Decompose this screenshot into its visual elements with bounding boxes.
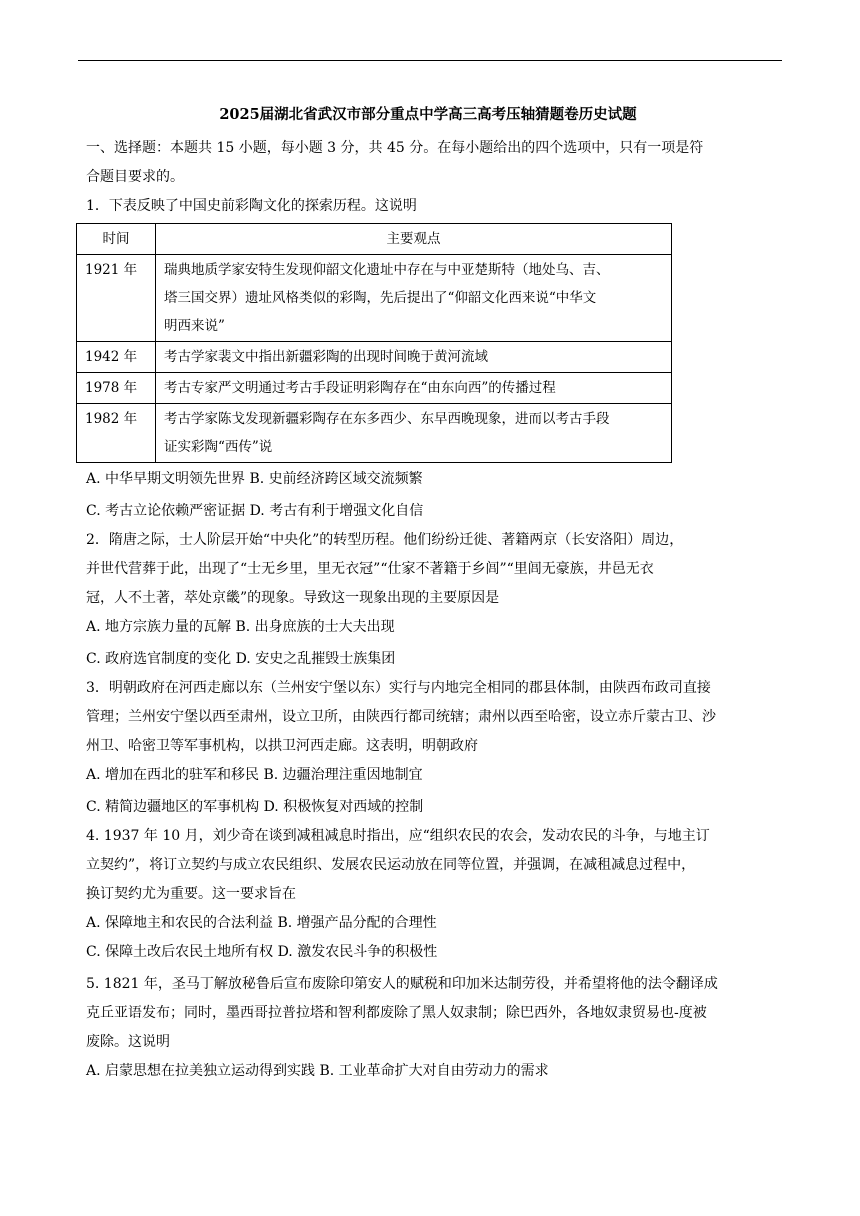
table-cell-text xyxy=(156,404,672,463)
answer-options-line: C. 保障土改后农民土地所有权 D. 激发农民斗争的积极性 xyxy=(86,944,438,960)
question-stem-line: 立契约”，将订立契约与成立农民组织、发展农民运动放在同等位置，并强调，在减租减息过程中， xyxy=(86,857,696,873)
table-cell-year: 1921 年 xyxy=(77,255,156,342)
question-stem-line: 州卫、哈密卫等军事机构，以拱卫河西走廊。这表明，明朝政府 xyxy=(86,738,478,754)
question-stem-line: 并世代营葬于此，出现了“士无乡里，里无衣冠”“仕家不著籍于乡闾”“里闾无豪族，井邑无衣 xyxy=(86,561,654,577)
question-stem-line: 冠，人不土著，萃处京畿”的现象。导致这一现象出现的主要原因是 xyxy=(86,590,500,606)
table-header-row xyxy=(77,224,672,255)
table-cell-line: 塔三国交界）遗址风格类似的彩陶，先后提出了“仰韶文化西来说“中华文 xyxy=(164,290,597,306)
table-header-time: 时间 xyxy=(77,224,156,255)
section-instructions-line-1: 一、选择题：本题共 15 小题，每小题 3 分，共 45 分。在每小题给出的四个选项中，只有一项是符 xyxy=(86,140,704,156)
answer-options-line: C. 政府选官制度的变化 D. 安史之乱摧毁士族集团 xyxy=(86,651,396,667)
section-instructions-line-2: 合题目要求的。 xyxy=(86,169,184,185)
table-header-viewpoint: 主要观点 xyxy=(156,224,672,255)
question-1 xyxy=(86,192,770,526)
question-stem-line: 3．明朝政府在河西走廊以东（兰州安宁堡以东）实行与内地完全相同的郡县体制，由陕西布政司直接 xyxy=(86,680,711,696)
table-cell-text xyxy=(156,255,672,342)
table-cell-text xyxy=(156,342,672,373)
page-title: 2025届湖北省武汉市部分重点中学高三高考压轴猜题卷历史试题 xyxy=(219,106,637,123)
table-cell-line: 考古学家裴文中指出新疆彩陶的出现时间晚于黄河流域 xyxy=(164,349,488,365)
question-stem-line: 废除。这说明 xyxy=(86,1034,170,1050)
answer-options-line: A. 中华早期文明领先世界 B. 史前经济跨区域交流频繁 xyxy=(86,471,423,487)
question-stem-line: 换订契约尤为重要。这一要求旨在 xyxy=(86,886,296,902)
question-4 xyxy=(86,822,770,967)
question-stem-line: 5. 1821 年，圣马丁解放秘鲁后宣布废除印第安人的赋税和印加米达制劳役，并希望将他的法令翻译成 xyxy=(86,976,718,992)
header-rule xyxy=(78,60,782,61)
question-stem-line: 4. 1937 年 10 月，刘少奇在谈到减租减息时指出，应“组织农民的农会，发动农民的斗争，与地主订 xyxy=(86,828,710,844)
table-row xyxy=(77,404,672,463)
answer-options-line: A. 启蒙思想在拉美独立运动得到实践 B. 工业革命扩大对自由劳动力的需求 xyxy=(86,1063,549,1079)
answer-options-line: A. 地方宗族力量的瓦解 B. 出身庶族的士大夫出现 xyxy=(86,619,395,635)
answer-options-line: A. 保障地主和农民的合法利益 B. 增强产品分配的合理性 xyxy=(86,915,437,931)
table-cell-line: 考古学家陈戈发现新疆彩陶存在东多西少、东早西晚现象，进而以考古手段 xyxy=(164,411,610,427)
table-row xyxy=(77,342,672,373)
question-2 xyxy=(86,526,770,674)
question-3 xyxy=(86,674,770,822)
table-cell-year: 1978 年 xyxy=(77,373,156,404)
table-cell-text xyxy=(156,373,672,404)
question-stem-line: 克丘亚语发布；同时，墨西哥拉普拉塔和智利都废除了黑人奴隶制；除巴西外，各地奴隶贸易也-度被 xyxy=(86,1005,707,1021)
table-cell-line: 证实彩陶“西传”说 xyxy=(164,439,273,455)
table-row xyxy=(77,255,672,342)
table-cell-year: 1942 年 xyxy=(77,342,156,373)
table-cell-year: 1982 年 xyxy=(77,404,156,463)
document-body xyxy=(86,100,770,1086)
question-stem-line: 2．隋唐之际，士人阶层开始“中央化”的转型历程。他们纷纷迁徙、著籍两京（长安洛阳）周边， xyxy=(86,532,684,548)
question-stem-line: 管理；兰州安宁堡以西至肃州，设立卫所，由陕西行都司统辖；肃州以西至哈密，设立赤斤蒙古卫、沙 xyxy=(86,709,716,725)
table-cell-line: 明西来说” xyxy=(164,318,225,334)
answer-options-line: C. 精简边疆地区的军事机构 D. 积极恢复对西域的控制 xyxy=(86,799,424,815)
history-table xyxy=(76,223,672,463)
table-cell-line: 瑞典地质学家安特生发现仰韶文化遗址中存在与中亚楚斯特（地处乌、吉、 xyxy=(164,262,610,278)
question-stem-line: 1．下表反映了中国史前彩陶文化的探索历程。这说明 xyxy=(86,198,417,214)
question-5 xyxy=(86,970,770,1086)
answer-options-line: C. 考古立论依赖严密证据 D. 考古有利于增强文化自信 xyxy=(86,503,424,519)
table-row xyxy=(77,373,672,404)
table-cell-line: 考古专家严文明通过考古手段证明彩陶存在“由东向西”的传播过程 xyxy=(164,380,556,396)
answer-options-line: A. 增加在西北的驻军和移民 B. 边疆治理注重因地制宜 xyxy=(86,767,423,783)
